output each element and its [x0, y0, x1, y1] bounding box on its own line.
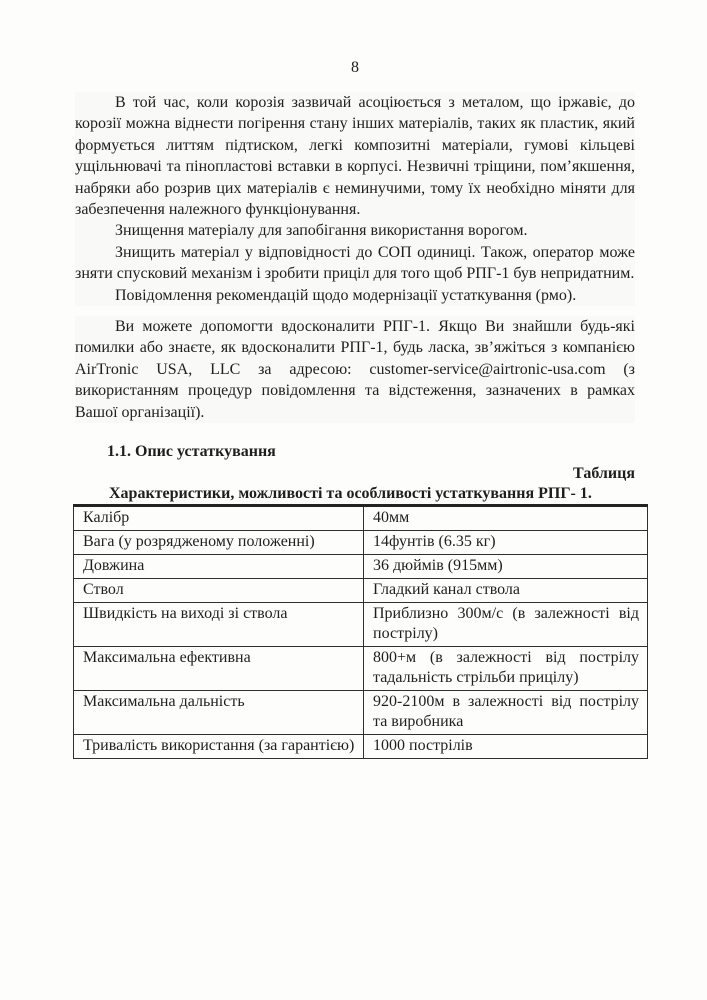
- spec-value-cell: 36 дюймів (915мм): [364, 555, 648, 579]
- paragraph-modernization: Повідомлення рекомендацій щодо модернізації устаткування (рмо).: [115, 286, 577, 304]
- table-row: [74, 531, 648, 555]
- spec-name-cell: Калібр: [74, 506, 364, 531]
- table-row: [74, 579, 648, 603]
- spec-value-cell: Гладкий канал ствола: [364, 579, 648, 603]
- table-row: [74, 555, 648, 579]
- table-row: [74, 506, 648, 531]
- spec-value-cell: 1000 пострілів: [364, 735, 648, 759]
- paragraph-destruction-detail: Знищить матеріал у відповідності до СОП одиниці. Також, оператор може зняти спусковий механізм і зробити приціл для того щоб РПГ-1 був непридатним.: [75, 243, 635, 283]
- spec-value-cell: 40мм: [364, 506, 648, 531]
- paragraph-corrosion: В той час, коли корозія зазвичай асоціюється з металом, що іржавіє, до корозії можна віднести погірення стану інших матеріалів, таких як пластик, який формується литтям підтиском, легкі композитні матеріали, гумові кільцеві ущільнювачі та пінопластові вставки в корпусі. Незвичні тріщини, пом’якшення, набряки або розрив цих матеріалів є неминучими, тому їх необхідно міняти для забезпечення належного функціонування.: [75, 94, 635, 219]
- table-row: [74, 603, 648, 647]
- spec-name-cell: Ствол: [74, 579, 364, 603]
- spec-value-cell: 800+м (в залежності від пострілу тадальність стрільби прицілу): [364, 647, 648, 691]
- section-heading: 1.1. Опис устаткування: [107, 443, 276, 461]
- spec-value-cell: 920-2100м в залежності від пострілу та виробника: [364, 691, 648, 735]
- spec-table-body: [74, 506, 648, 759]
- spec-name-cell: Максимальна ефективна: [74, 647, 364, 691]
- table-label: Таблиця: [573, 465, 635, 483]
- spec-table: [73, 504, 648, 759]
- spec-name-cell: Вага (у розрядженому положенні): [74, 531, 364, 555]
- table-caption: Характеристики, можливості та особливості устаткування РПГ- 1.: [109, 485, 592, 503]
- spec-name-cell: Максимальна дальність: [74, 691, 364, 735]
- table-row: [74, 647, 648, 691]
- spec-name-cell: Довжина: [74, 555, 364, 579]
- table-row: [74, 691, 648, 735]
- spec-name-cell: Тривалість використання (за гарантією): [74, 735, 364, 759]
- page-number: 8: [351, 59, 359, 76]
- paragraph-destruction-title: Знищення матеріалу для запобігання використання ворогом.: [115, 222, 528, 240]
- spec-value-cell: Приблизно 300м/с (в залежності від пострілу): [364, 603, 648, 647]
- table-row: [74, 735, 648, 759]
- spec-name-cell: Швидкість на виході зі ствола: [74, 603, 364, 647]
- paragraph-improvement-contact: Ви можете допомогти вдосконалити РПГ-1. Якщо Ви знайшли будь-які помилки або знаєте, як вдосконалити РПГ-1, будь ласка, зв’яжіться з компанією AirTronic USA, LLC за адресою: customer-service@airtronic-usa.com (з використанням процедур повідомлення та відстеження, зазначених в рамках Вашої організації).: [75, 318, 635, 421]
- spec-value-cell: 14фунтів (6.35 кг): [364, 531, 648, 555]
